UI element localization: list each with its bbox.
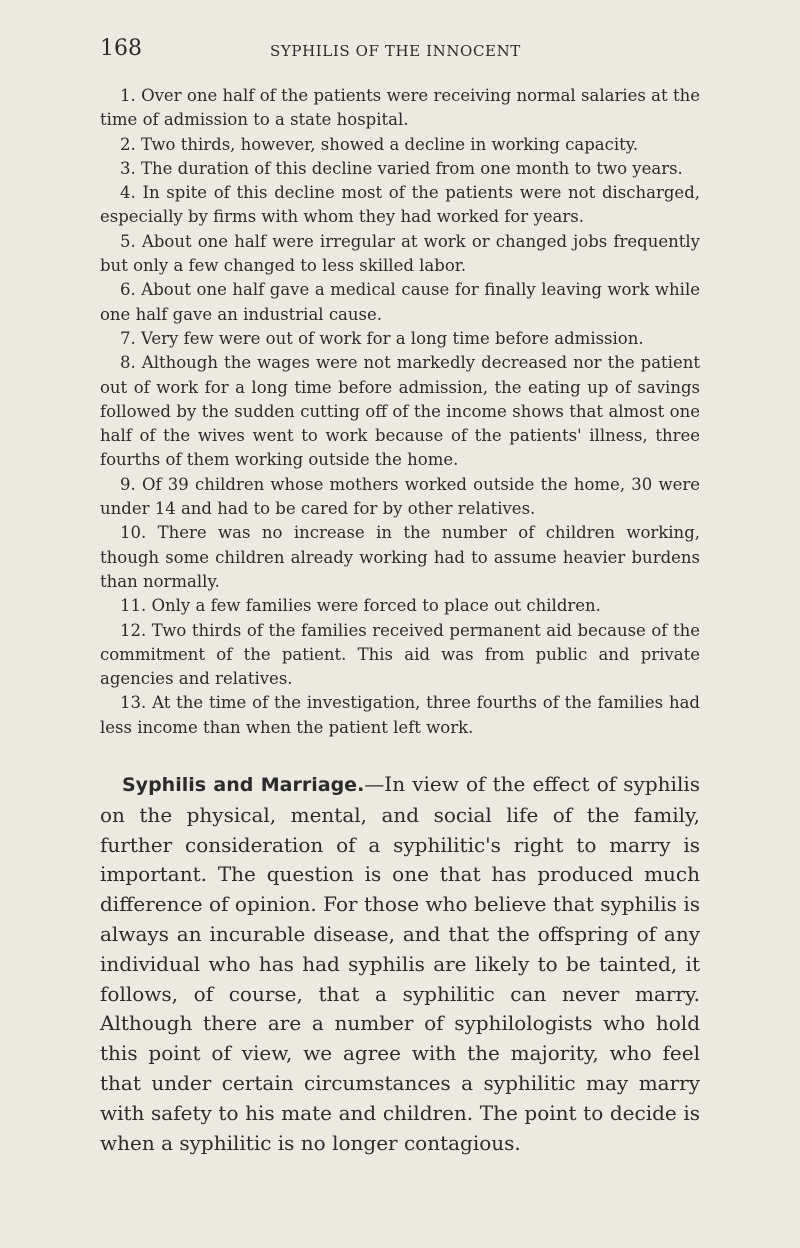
page-header bbox=[100, 36, 700, 66]
finding-item: 11. Only a few families were forced to place out children. bbox=[120, 596, 601, 616]
finding-item: 5. About one half were irregular at work or changed jobs frequently but only a few changed to less skilled labor. bbox=[100, 231, 700, 276]
page-number: 168 bbox=[100, 36, 142, 61]
running-head: SYPHILIS OF THE INNOCENT bbox=[270, 42, 521, 60]
finding-item: 8. Although the wages were not markedly decreased nor the patient out of work for a long time before admission, the eating up of savings followed by the sudden cutting off of the income shows that almost one half of the wives went to work because of the patients' illness, three fourths of them working outside the home. bbox=[100, 353, 700, 470]
findings-list bbox=[100, 84, 700, 740]
marriage-section bbox=[100, 770, 700, 1158]
finding-item: 3. The duration of this decline varied from one month to two years. bbox=[120, 158, 683, 178]
finding-item: 6. About one half gave a medical cause for finally leaving work while one half gave an industrial cause. bbox=[100, 280, 700, 324]
finding-item: 7. Very few were out of work for a long time before admission. bbox=[120, 328, 644, 348]
section-body: —In view of the effect of syphilis on the physical, mental, and social life of the family, further consideration of a syphilitic's right to marry is important. The question is one that has produced much difference of opinion. For those who believe that syphilis is always an incurable disease, and that the offspring of any individual who has had syphilis are likely to be tainted, it follows, of course, that a syphilitic can never marry. Although there are a number of syphilologists who hold this point of view, we agree with the majority, who feel that under certain circumstances a syphilitic may marry with safety to his mate and children. The point to decide is when a syphilitic is no longer contagious. bbox=[100, 772, 700, 1155]
section-heading: Syphilis and Marriage. bbox=[122, 774, 365, 796]
finding-item: 12. Two thirds of the families received permanent aid because of the commitment of the patient. This aid was from public and private agencies and relatives. bbox=[100, 620, 700, 689]
finding-item: 13. At the time of the investigation, three fourths of the families had less income than when the patient left work. bbox=[100, 693, 700, 737]
finding-item: 2. Two thirds, however, showed a decline in working capacity. bbox=[120, 134, 639, 154]
finding-item: 10. There was no increase in the number of children working, though some children already working had to assume heavier burdens than normally. bbox=[100, 523, 700, 591]
finding-item: 1. Over one half of the patients were receiving normal salaries at the time of admission to a state hospital. bbox=[100, 86, 700, 130]
finding-item: 9. Of 39 children whose mothers worked outside the home, 30 were under 14 and had to be cared for by other relatives. bbox=[100, 474, 700, 519]
finding-item: 4. In spite of this decline most of the patients were not discharged, especially by firms with whom they had worked for years. bbox=[100, 183, 700, 227]
